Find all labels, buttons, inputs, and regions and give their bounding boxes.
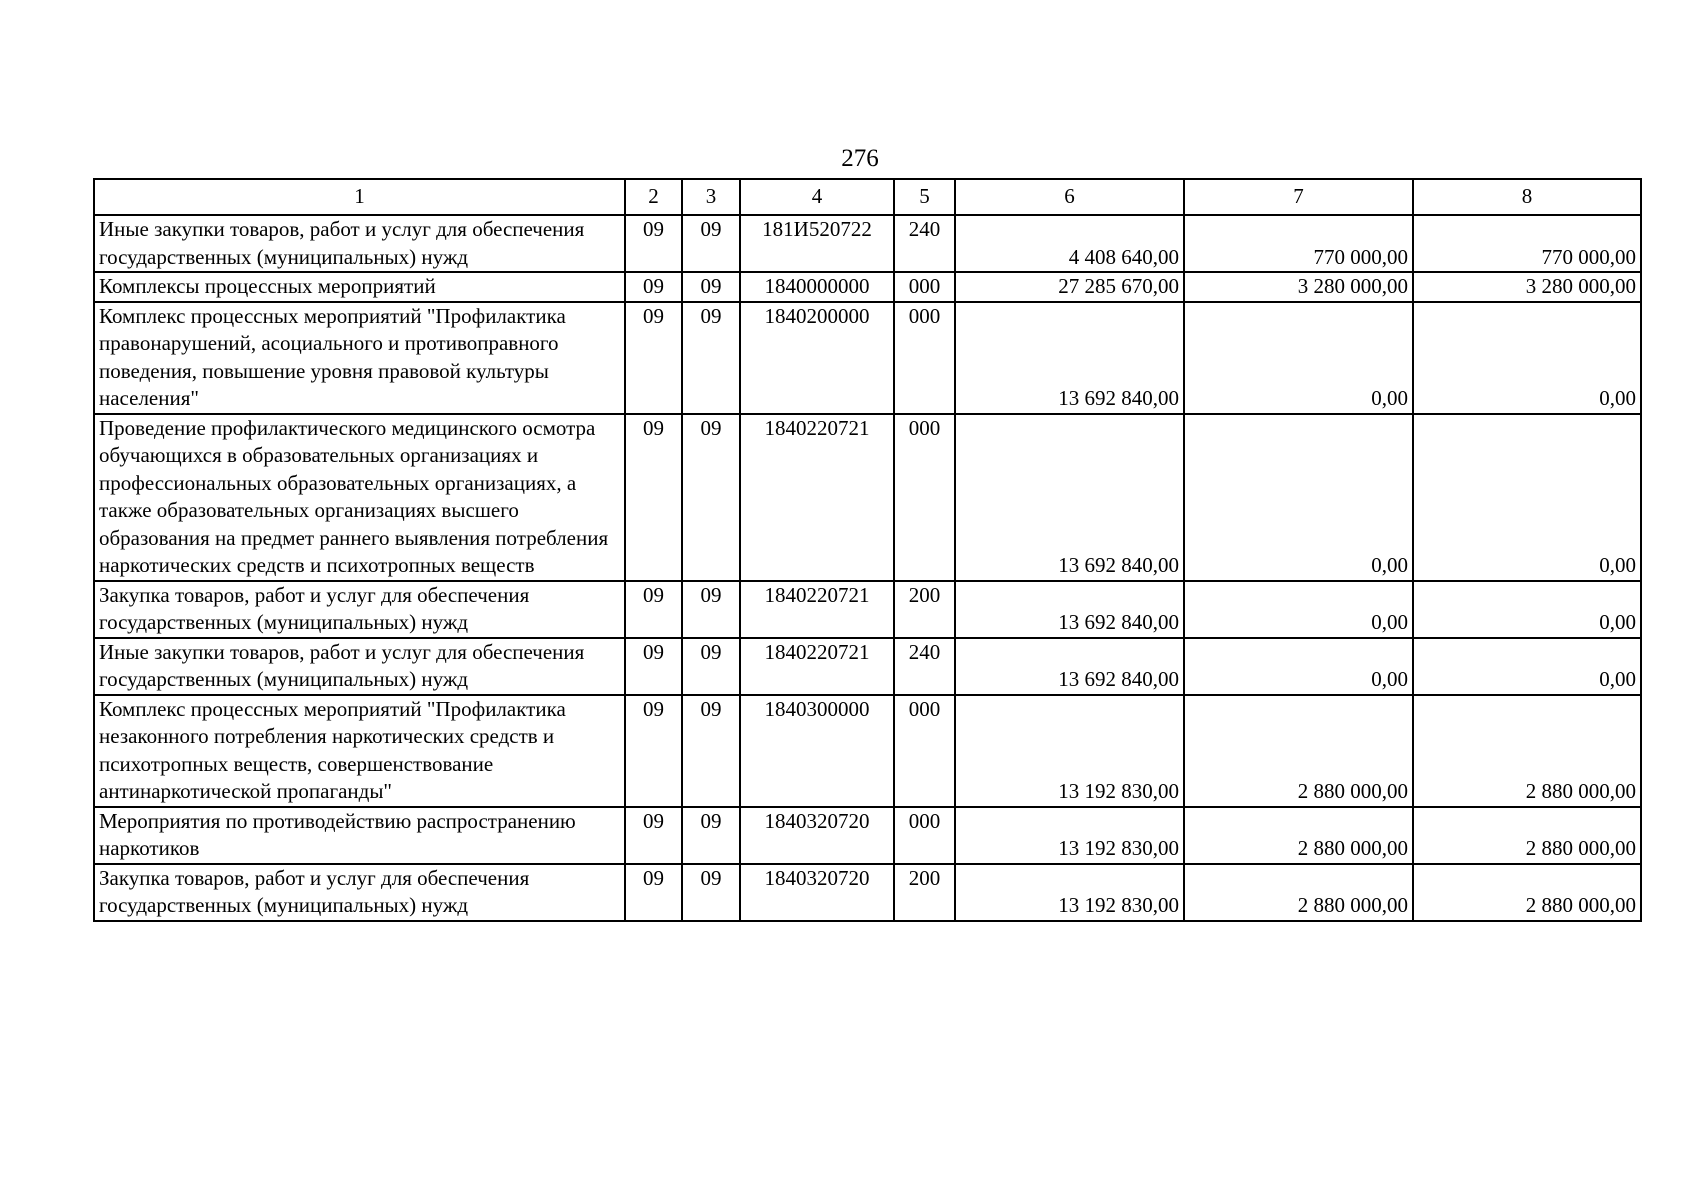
amount-col-7: 3 280 000,00 xyxy=(1184,272,1413,302)
target-article-code: 1840300000 xyxy=(740,695,894,807)
table-row xyxy=(94,638,1641,695)
expense-type-code: 000 xyxy=(894,695,955,807)
section-code: 09 xyxy=(625,272,682,302)
page-number: 276 xyxy=(841,145,879,172)
table-row xyxy=(94,302,1641,414)
amount-col-8: 0,00 xyxy=(1413,581,1641,638)
item-name: Комплекс процессных мероприятий "Профилактика правонарушений, асоциального и противоправного поведения, повышение уровня правовой культуры населения" xyxy=(94,302,625,414)
amount-col-8: 0,00 xyxy=(1413,302,1641,414)
amount-col-7: 2 880 000,00 xyxy=(1184,807,1413,864)
item-name: Закупка товаров, работ и услуг для обеспечения государственных (муниципальных) нужд xyxy=(94,864,625,921)
column-header: 8 xyxy=(1413,179,1641,215)
section-code: 09 xyxy=(625,215,682,272)
target-article-code: 1840200000 xyxy=(740,302,894,414)
amount-col-6: 13 692 840,00 xyxy=(955,581,1184,638)
section-code: 09 xyxy=(625,302,682,414)
subsection-code: 09 xyxy=(682,414,740,581)
subsection-code: 09 xyxy=(682,581,740,638)
table-row xyxy=(94,581,1641,638)
target-article-code: 1840320720 xyxy=(740,807,894,864)
section-code: 09 xyxy=(625,864,682,921)
expense-type-code: 240 xyxy=(894,638,955,695)
amount-col-6: 13 192 830,00 xyxy=(955,807,1184,864)
expense-type-code: 200 xyxy=(894,864,955,921)
table-row xyxy=(94,695,1641,807)
amount-col-6: 13 192 830,00 xyxy=(955,864,1184,921)
header-row xyxy=(94,179,1641,215)
expense-type-code: 000 xyxy=(894,414,955,581)
subsection-code: 09 xyxy=(682,215,740,272)
amount-col-8: 770 000,00 xyxy=(1413,215,1641,272)
amount-col-8: 0,00 xyxy=(1413,414,1641,581)
table-row xyxy=(94,414,1641,581)
item-name: Мероприятия по противодействию распространению наркотиков xyxy=(94,807,625,864)
table-row xyxy=(94,272,1641,302)
amount-col-6: 13 692 840,00 xyxy=(955,414,1184,581)
item-name: Проведение профилактического медицинского осмотра обучающихся в образовательных организациях и профессиональных образовательных организациях, а также образовательных организациях высшего образования на предмет раннего выявления потребления наркотических средств и психотропных веществ xyxy=(94,414,625,581)
expense-type-code: 240 xyxy=(894,215,955,272)
section-code: 09 xyxy=(625,807,682,864)
amount-col-8: 2 880 000,00 xyxy=(1413,695,1641,807)
column-header: 7 xyxy=(1184,179,1413,215)
column-header: 4 xyxy=(740,179,894,215)
amount-col-7: 0,00 xyxy=(1184,581,1413,638)
target-article-code: 1840220721 xyxy=(740,638,894,695)
table-row xyxy=(94,864,1641,921)
target-article-code: 1840000000 xyxy=(740,272,894,302)
subsection-code: 09 xyxy=(682,638,740,695)
amount-col-8: 2 880 000,00 xyxy=(1413,807,1641,864)
amount-col-6: 13 692 840,00 xyxy=(955,302,1184,414)
column-header: 3 xyxy=(682,179,740,215)
expense-type-code: 000 xyxy=(894,302,955,414)
amount-col-6: 27 285 670,00 xyxy=(955,272,1184,302)
expense-type-code: 000 xyxy=(894,807,955,864)
subsection-code: 09 xyxy=(682,302,740,414)
item-name: Иные закупки товаров, работ и услуг для обеспечения государственных (муниципальных) нужд xyxy=(94,638,625,695)
section-code: 09 xyxy=(625,695,682,807)
item-name: Комплекс процессных мероприятий "Профилактика незаконного потребления наркотических средств и психотропных веществ, совершенствование антинаркотической пропаганды" xyxy=(94,695,625,807)
amount-col-8: 0,00 xyxy=(1413,638,1641,695)
amount-col-6: 13 192 830,00 xyxy=(955,695,1184,807)
subsection-code: 09 xyxy=(682,695,740,807)
item-name: Закупка товаров, работ и услуг для обеспечения государственных (муниципальных) нужд xyxy=(94,581,625,638)
amount-col-7: 2 880 000,00 xyxy=(1184,695,1413,807)
item-name: Комплексы процессных мероприятий xyxy=(94,272,625,302)
target-article-code: 181И520722 xyxy=(740,215,894,272)
amount-col-7: 770 000,00 xyxy=(1184,215,1413,272)
subsection-code: 09 xyxy=(682,807,740,864)
section-code: 09 xyxy=(625,414,682,581)
column-header: 2 xyxy=(625,179,682,215)
budget-table xyxy=(93,178,1642,922)
target-article-code: 1840220721 xyxy=(740,581,894,638)
table-row xyxy=(94,215,1641,272)
column-header: 1 xyxy=(94,179,625,215)
amount-col-7: 0,00 xyxy=(1184,638,1413,695)
subsection-code: 09 xyxy=(682,272,740,302)
item-name: Иные закупки товаров, работ и услуг для обеспечения государственных (муниципальных) нужд xyxy=(94,215,625,272)
target-article-code: 1840220721 xyxy=(740,414,894,581)
expense-type-code: 200 xyxy=(894,581,955,638)
amount-col-6: 4 408 640,00 xyxy=(955,215,1184,272)
section-code: 09 xyxy=(625,581,682,638)
subsection-code: 09 xyxy=(682,864,740,921)
amount-col-8: 2 880 000,00 xyxy=(1413,864,1641,921)
target-article-code: 1840320720 xyxy=(740,864,894,921)
column-header: 6 xyxy=(955,179,1184,215)
amount-col-7: 0,00 xyxy=(1184,414,1413,581)
column-header: 5 xyxy=(894,179,955,215)
section-code: 09 xyxy=(625,638,682,695)
table-row xyxy=(94,807,1641,864)
amount-col-7: 2 880 000,00 xyxy=(1184,864,1413,921)
amount-col-8: 3 280 000,00 xyxy=(1413,272,1641,302)
amount-col-6: 13 692 840,00 xyxy=(955,638,1184,695)
expense-type-code: 000 xyxy=(894,272,955,302)
amount-col-7: 0,00 xyxy=(1184,302,1413,414)
